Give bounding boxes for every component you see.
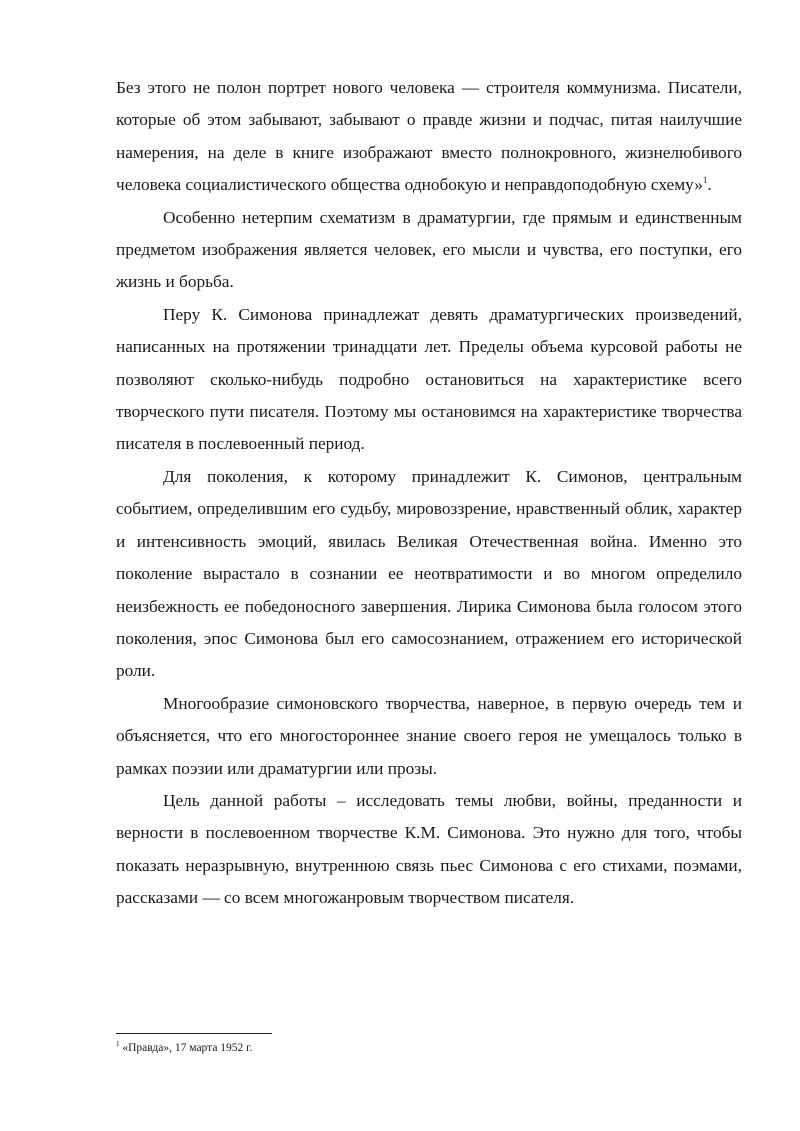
paragraph-tail: . <box>707 175 712 195</box>
paragraph: Особенно нетерпим схематизм в драматургии, где прямым и единственным предметом изображения является человек, его мысли и чувства, его поступки, его жизнь и борьба. <box>116 207 742 292</box>
body-text <box>116 72 742 915</box>
footnote-separator <box>116 1033 272 1034</box>
paragraph-text: Без этого не полон портрет нового человека — строителя коммунизма. Писатели, которые об этом забывают, забывают о правде жизни и подчас, питая наилучшие намерения, на деле в книге изображают вместо полнокровного, жизнелюбивого человека социалистического общества однобокую и неправдоподобную схему» <box>116 78 742 195</box>
paragraph: Перу К. Симонова принадлежат девять драматургических произведений, написанных на протяжении тринадцати лет. Пределы объема курсовой работы не позволяют сколько-нибудь подробно остановиться на характеристике всего творческого пути писателя. Поэтому мы остановимся на характеристике творчества писателя в послевоенный период. <box>116 304 742 454</box>
paragraph: Цель данной работы – исследовать темы любви, войны, преданности и верности в послевоенном творчестве К.М. Симонова. Это нужно для того, чтобы показать неразрывную, внутреннюю связь пьес Симонова с его стихами, поэмами, рассказами — со всем многожанровым творчеством писателя. <box>116 790 742 908</box>
footnote-mark: 1 <box>116 1040 120 1049</box>
footnote-reference[interactable]: 1 <box>702 175 708 186</box>
paragraph-quote-continuation <box>116 72 742 202</box>
paragraph: Для поколения, к которому принадлежит К. Симонов, центральным событием, определившим его судьбу, мировоззрение, нравственный облик, характер и интенсивность эмоций, явилась Великая Отечественная война. Именно это поколение вырастало в сознании ее неотвратимости и во многом определило неизбежность ее победоносного завершения. Лирика Симонова была голосом этого поколения, эпос Симонова был его самосознанием, отражением его исторической роли. <box>116 466 742 681</box>
footnote-text: «Правда», 17 марта 1952 г. <box>119 1042 253 1054</box>
footnote <box>116 1041 742 1055</box>
paragraph: Многообразие симоновского творчества, наверное, в первую очередь тем и объясняется, что его многостороннее знание своего героя не умещалось только в рамках поэзии или драматургии или прозы. <box>116 693 742 778</box>
